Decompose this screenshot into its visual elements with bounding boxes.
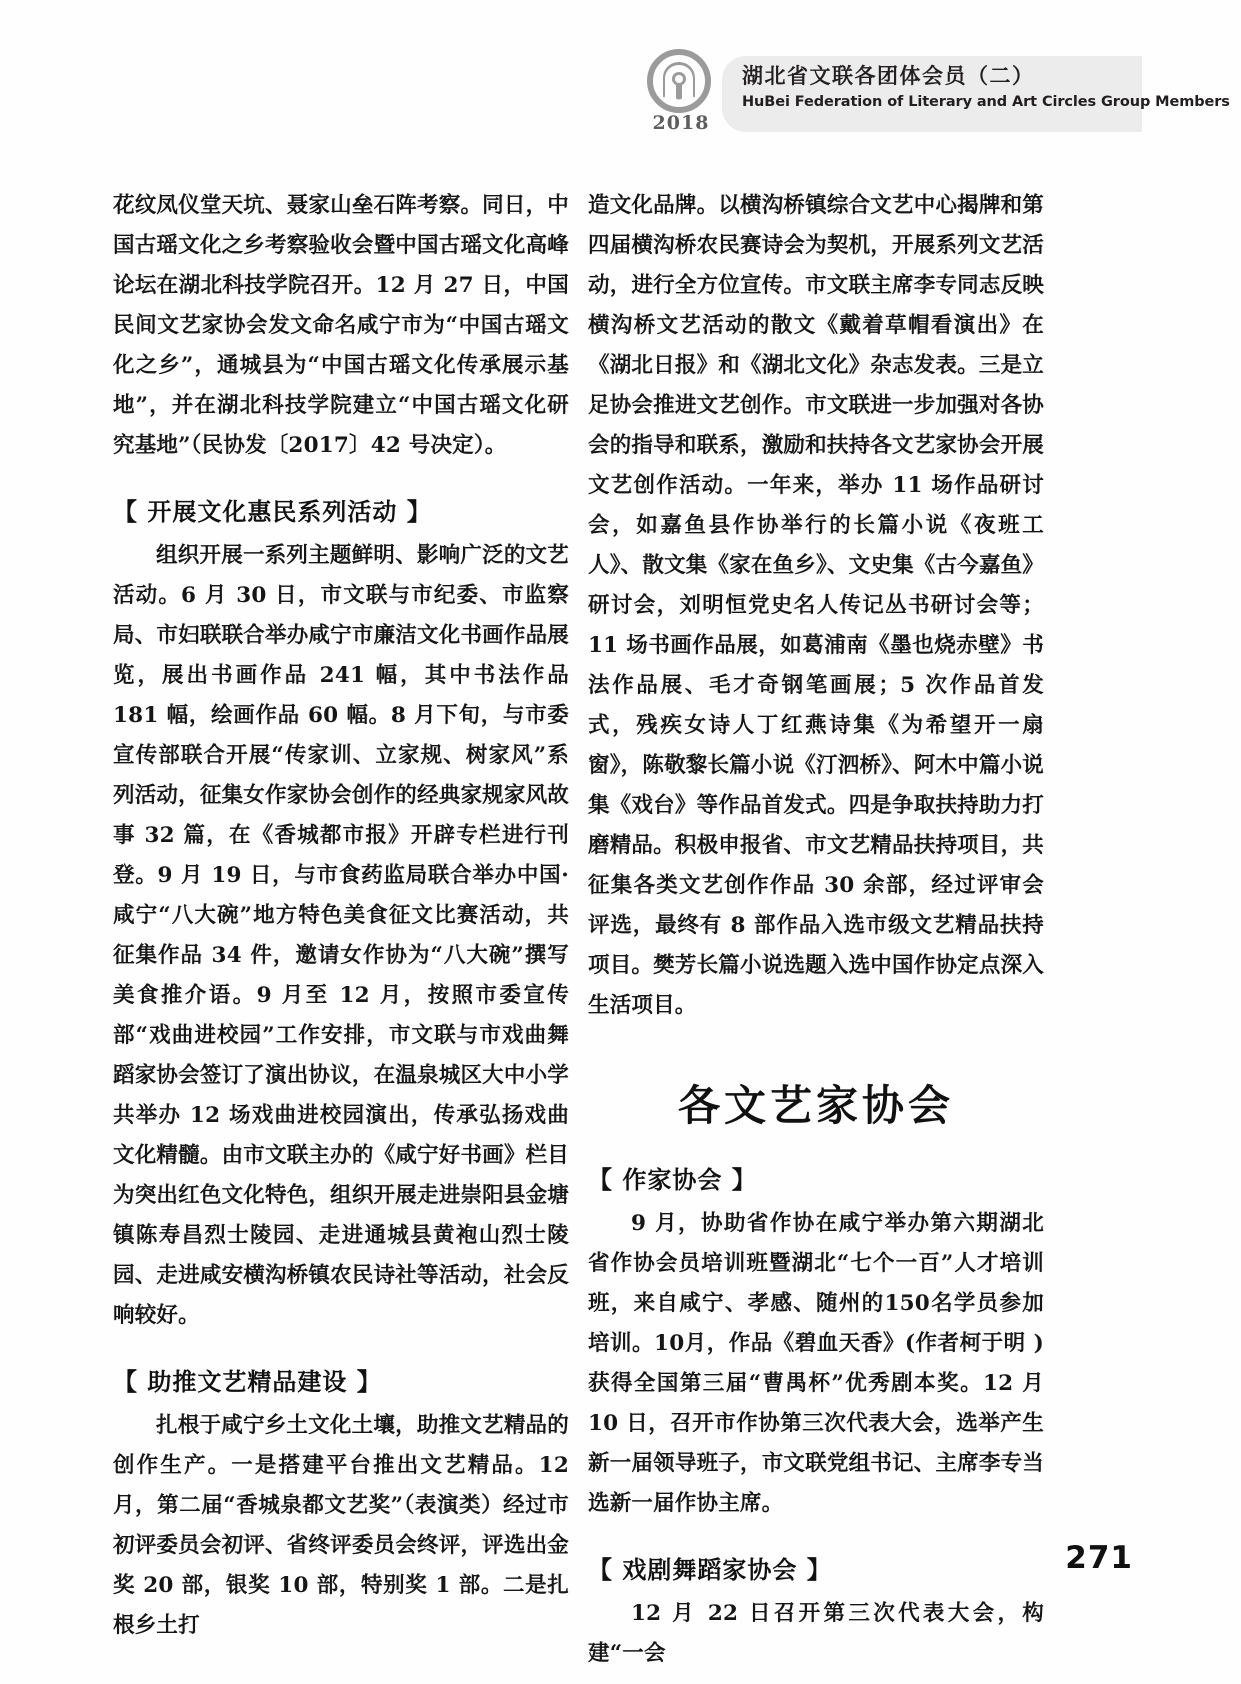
section-heading: 【 作家协会 】 [588, 1166, 757, 1194]
page-header [640, 48, 1230, 140]
header-title-group [742, 62, 1230, 111]
body-paragraph: 扎根于咸宁乡土文化土壤，助推文艺精品的创作生产。一是搭建平台推出文艺精品。12 月，第二届“香城泉都文艺奖”（表演类）经过市初评委员会初评、省终评委员会终评，评选出金奖 20 部，银奖 10 部，特别奖 1 部。二是扎根乡土打 [113, 1413, 569, 1638]
body-paragraph: 造文化品牌。以横沟桥镇综合文艺中心揭牌和第四届横沟桥农民赛诗会为契机，开展系列文艺活动，进行全方位宣传。市文联主席李专同志反映横沟桥文艺活动的散文《戴着草帽看演出》在《湖北日报》和《湖北文化》杂志发表。三是立足协会推进文艺创作。市文联进一步加强对各协会的指导和联系，激励和扶持各文艺家协会开展文艺创作活动。一年来，举办 11 场作品研讨会，如嘉鱼县作协举行的长篇小说《夜班工人》、散文集《家在鱼乡》、文史集《古今嘉鱼》研讨会，刘明恒党史名人传记丛书研讨会等；11 场书画作品展，如葛浦南《墨也烧赤壁》书法作品展、毛才奇钢笔画展；5 次作品首发式，残疾女诗人丁红燕诗集《为希望开一扇窗》，陈敬黎长篇小说《汀泗桥》、阿木中篇小说集《戏台》等作品首发式。四是争取扶持助力打磨精品。积极申报省、市文艺精品扶持项目，共征集各类文艺创作作品 30 余部，经过评审会评选，最终有 8 部作品入选市级文艺精品扶持项目。樊芳长篇小说选题入选中国作协定点深入生活项目。 [588, 193, 1044, 1018]
section-title: 各文艺家协会 [677, 1081, 954, 1130]
body-paragraph: 组织开展一系列主题鲜明、影响广泛的文艺活动。6 月 30 日，市文联与市纪委、市监察局、市妇联联合举办咸宁市廉洁文化书画作品展览，展出书画作品 241 幅，其中书法作品 181 幅，绘画作品 60 幅。8 月下旬，与市委宣传部联合开展“传家训、立家规、树家风”系列活动，征集女作家协会创作的经典家规家风故事 32 篇，在《香城都市报》开辟专栏进行刊登。9 月 19 日，与市食药监局联合举办中国·咸宁“八大碗”地方特色美食征文比赛活动，共征集作品 34 件，邀请女作协为“八大碗”撰写美食推介语。9 月至 12 月，按照市委宣传部“戏曲进校园”工作安排，市文联与市戏曲舞蹈家协会签订了演出协议，在温泉城区大中小学共举办 12 场戏曲进校园演出，传承弘扬戏曲文化精髓。由市文联主办的《咸宁好书画》栏目为突出红色文化特色，组织开展走进崇阳县金塘镇陈寿昌烈士陵园、走进通城县黄袍山烈士陵园、走进咸安横沟桥镇农民诗社等活动，社会反响较好。 [113, 543, 569, 1328]
body-paragraph: 花纹凤仪堂天坑、聂家山垒石阵考察。同日，中国古瑶文化之乡考察验收会暨中国古瑶文化高峰论坛在湖北科技学院召开。12 月 27 日，中国民间文艺家协会发文命名咸宁市为“中国古瑶文化之乡”，通城县为“中国古瑶文化传承展示基地”，并在湖北科技学院建立“中国古瑶文化研究基地”（民协发〔2017〕42 号决定）。 [113, 193, 569, 458]
header-title-en: HuBei Federation of Literary and Art Circles Group Members [742, 94, 1230, 111]
logo-year-label: 2018 [652, 112, 710, 134]
body-paragraph: 9 月，协助省作协在咸宁举办第六期湖北省作协会员培训班暨湖北“七个一百”人才培训班，来自咸宁、孝感、随州的150名学员参加培训。10月，作品《碧血天香》(作者柯于明 )获得全国第三届“曹禺杯”优秀剧本奖。12 月 10 日，召开市作协第三次代表大会，选举产生新一届领导班子，市文联党组书记、主席李专当选新一届作协主席。 [588, 1211, 1044, 1516]
body-paragraph: 12 月 22 日召开第三次代表大会，构建“一会 [588, 1601, 1044, 1666]
section-heading: 【 开展文化惠民系列活动 】 [113, 498, 432, 526]
federation-emblem-icon [646, 48, 712, 114]
page-number: 271 [1065, 1540, 1133, 1576]
left-text-column [113, 186, 569, 1646]
header-logo [646, 48, 720, 140]
section-heading: 【 助推文艺精品建设 】 [113, 1368, 382, 1396]
right-text-column [588, 186, 1044, 1674]
header-title-cn: 湖北省文联各团体会员（二） [742, 64, 1035, 88]
section-heading: 【 戏剧舞蹈家协会 】 [588, 1556, 832, 1584]
